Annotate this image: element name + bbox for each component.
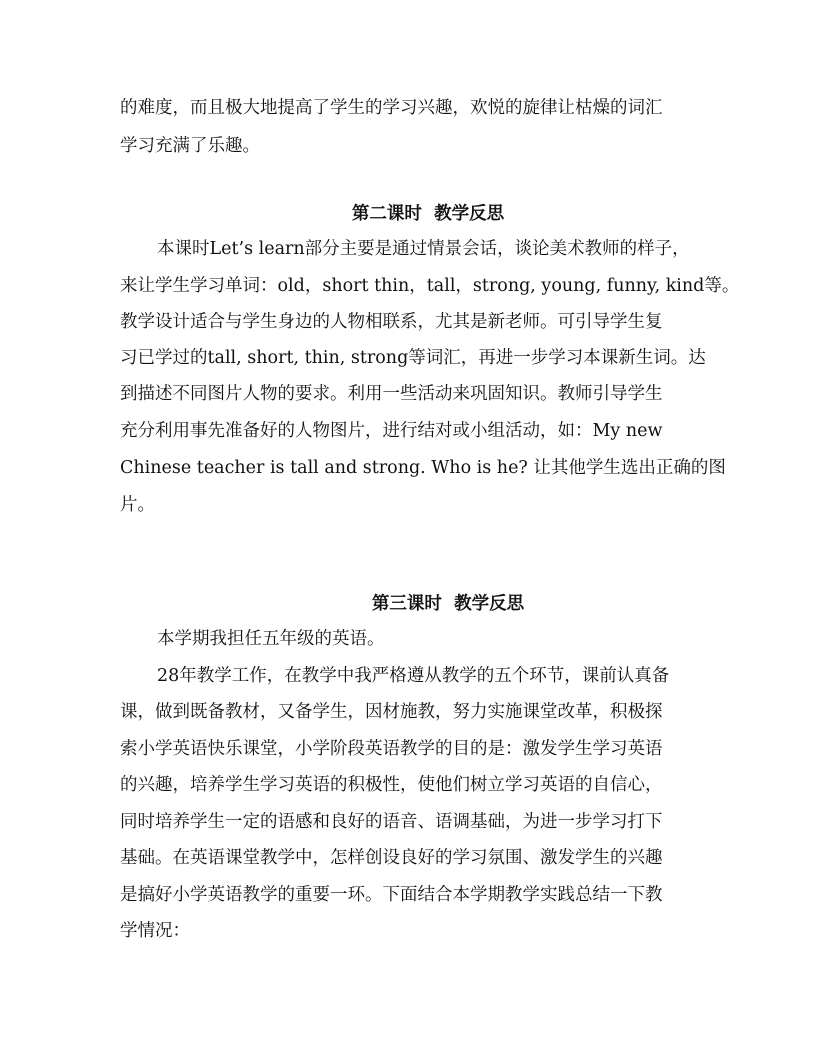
paragraph-line: 来让学生学习单词：old，short thin，tall，strong, young, funny, kind等。 [120, 276, 740, 296]
paragraph-line: 教学设计适合与学生身边的人物相联系，尤其是新老师。可引导学生复 [120, 312, 663, 332]
paragraph-line: 28年教学工作，在教学中我严格遵从教学的五个环节，课前认真备 [157, 666, 670, 686]
paragraph-line: 习已学过的tall, short, thin, strong等词汇，再进一步学习本课新生词。达 [120, 348, 706, 368]
paragraph-line: 课，做到既备教材，又备学生，因材施教，努力实施课堂改革，积极探 [120, 702, 663, 722]
paragraph-line: 的兴趣，培养学生学习英语的积极性，使他们树立学习英语的自信心， [120, 775, 663, 795]
paragraph-line: 本学期我担任五年级的英语。 [157, 629, 385, 649]
paragraph-line: 片。 [120, 495, 155, 515]
paragraph-line: 是搞好小学英语教学的重要一环。下面结合本学期教学实践总结一下教 [120, 885, 663, 905]
paragraph-line: 同时培养学生一定的语感和良好的语音、语调基础，为进一步学习打下 [120, 812, 663, 832]
paragraph-line: Chinese teacher is tall and strong. Who is he? 让其他学生选出正确的图 [120, 458, 726, 478]
paragraph-line: 到描述不同图片人物的要求。利用一些活动来巩固知识。教师引导学生 [120, 384, 663, 404]
paragraph-line: 学情况： [120, 921, 190, 941]
section-heading-lesson-3: 第三课时 教学反思 [371, 594, 525, 614]
paragraph-line: 充分利用事先准备好的人物图片，进行结对或小组活动，如：My new [120, 421, 663, 441]
paragraph-line: 本课时Let’s learn部分主要是通过情景会话，谈论美术教师的样子， [157, 239, 690, 259]
paragraph-line: 索小学英语快乐课堂，小学阶段英语教学的目的是：激发学生学习英语 [120, 739, 663, 759]
paragraph-line: 学习充满了乐趣。 [120, 136, 260, 156]
paragraph-line: 基础。在英语课堂教学中，怎样创设良好的学习氛围、激发学生的兴趣 [120, 848, 663, 868]
paragraph-line: 的难度，而且极大地提高了学生的学习兴趣，欢悦的旋律让枯燥的词汇 [120, 98, 663, 118]
section-heading-lesson-2: 第二课时 教学反思 [351, 204, 505, 224]
